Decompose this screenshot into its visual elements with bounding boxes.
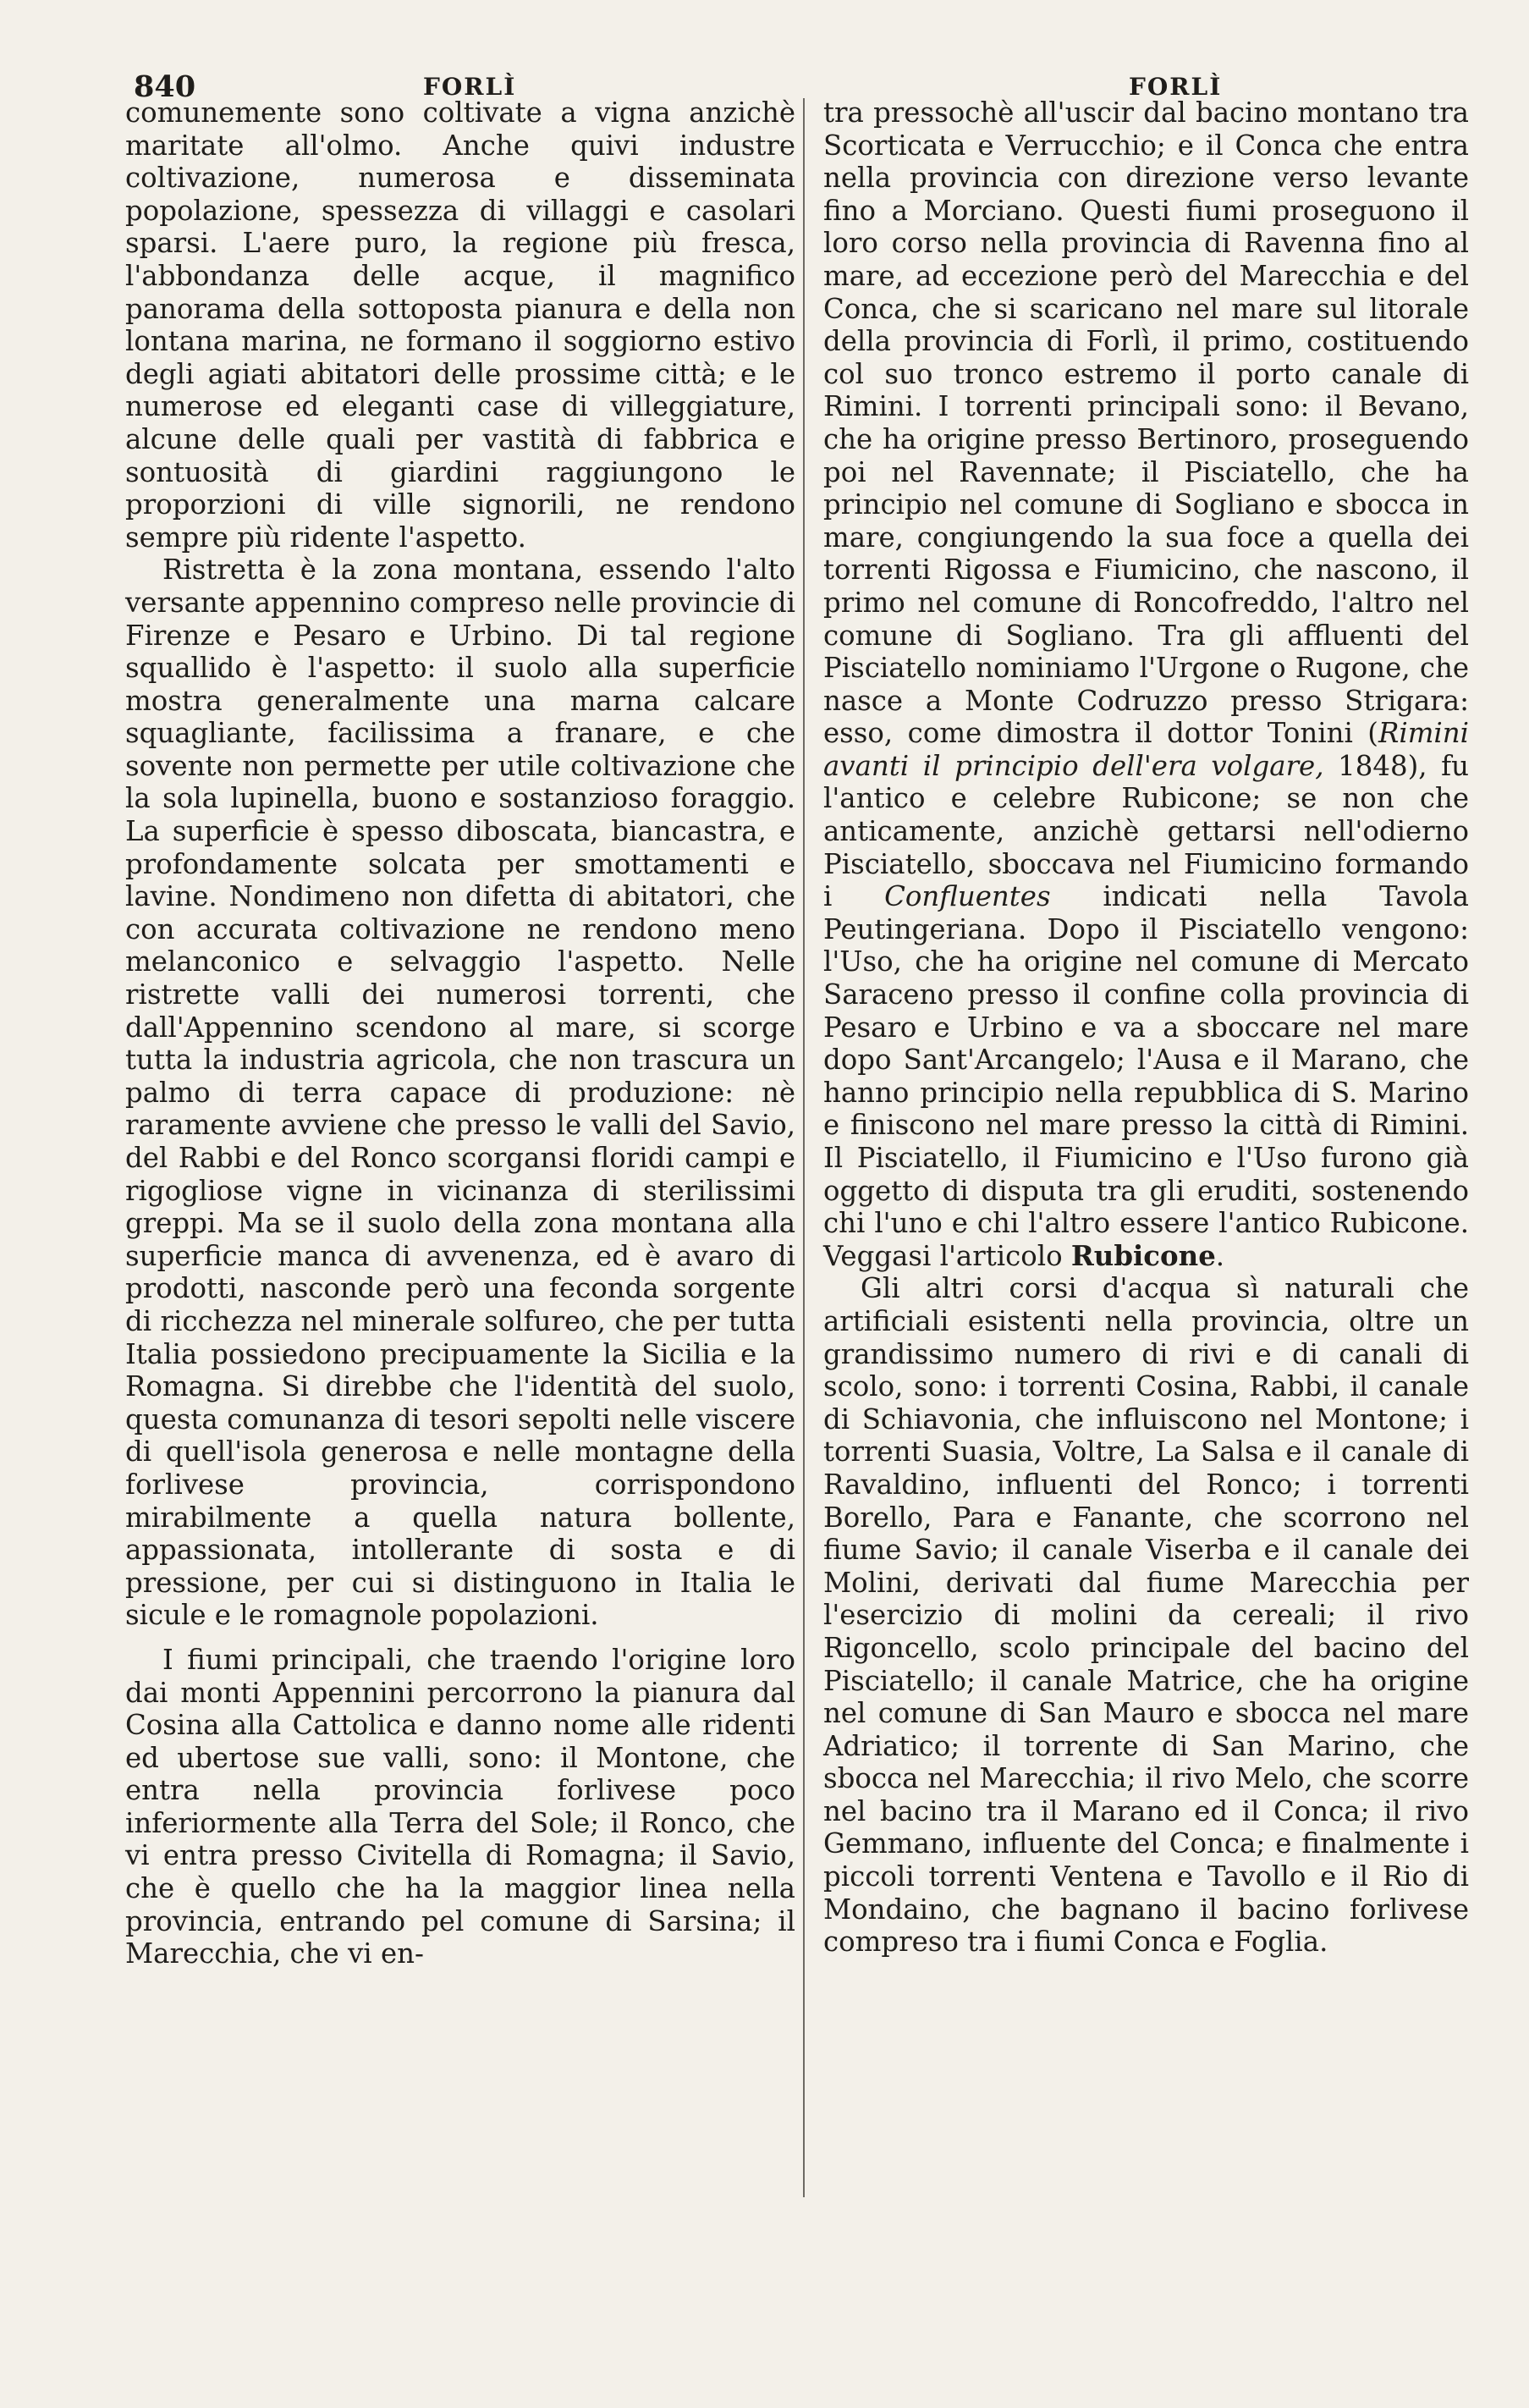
right-paragraph-1	[823, 96, 1469, 1272]
running-head-right: FORLÌ	[1129, 73, 1223, 101]
left-paragraph-3: I fiumi principali, che traendo l'origine loro dai monti Appennini percorrono la pianura dal Cosina alla Cattolica e danno nome alle ridenti ed ubertose sue valli, sono: il Montone, che entra nella provincia forlivese poco inferiormente alla Terra del Sole; il Ronco, che vi entra presso Civitella di Romagna; il Savio, che è quello che ha la maggior linea nella provincia, entrando pel comune di Sarsina; il Marecchia, che vi en-	[125, 1643, 795, 1970]
column-divider	[803, 98, 805, 2197]
running-head-left: FORLÌ	[423, 73, 517, 101]
citation-title: Rimini avanti il principio dell'era volgare,	[823, 717, 1469, 782]
right-p1-text-a: tra pressochè all'uscir dal bacino montano tra Scorticata e Verrucchio; e il Conca che entra nella provincia con direzione verso levante fino a Morciano. Questi fiumi proseguono il loro corso nella provincia di Ravenna fino al mare, ad eccezione però del Marecchia e del Conca, che si scaricano nel mare sul litorale della provincia di Forlì, il primo, costituendo col suo tronco estremo il porto canale di Rimini. I torrenti principali sono: il Bevano, che ha origine presso Bertinoro, proseguendo poi nel Ravennate; il Pisciatello, che ha principio nel comune di Sogliano e sbocca in mare, congiungendo la sua foce a quella dei torrenti Rigossa e Fiumicino, che nascono, il primo nel comune di Roncofreddo, l'altro nel comune di Sogliano. Tra gli affluenti del Pisciatello nominiamo l'Urgone o Rugone, che nasce a Monte Codruzzo presso Strigara: esso, come dimostra il dottor Tonini (	[823, 96, 1469, 750]
confluentes-term: Confluentes	[884, 880, 1051, 913]
left-paragraph-2: Ristretta è la zona montana, essendo l'alto versante appennino compreso nelle provincie di Firenze e Pesaro e Urbino. Di tal regione squallido è l'aspetto: il suolo alla superficie mostra generalmente una marna calcare squagliante, facilissima a franare, e che sovente non permette per utile coltivazione che la sola lupinella, buono e sostanzioso foraggio. La superficie è spesso diboscata, biancastra, e profondamente solcata per smottamenti e lavine. Nondimeno non difetta di abitatori, che con accurata coltivazione ne rendono meno melanconico e selvaggio l'aspetto. Nelle ristrette valli dei numerosi torrenti, che dall'Appennino scendono al mare, si scorge tutta la industria agricola, che non trascura un palmo di terra capace di produzione: nè raramente avviene che presso le valli del Savio, del Rabbi e del Ronco scorgansi floridi campi e rigogliose vigne in vicinanza di sterilissimi greppi. Ma se il suolo della zona montana alla superficie manca di avvenenza, ed è avaro di prodotti, nasconde però una feconda sorgente di ricchezza nel minerale solfureo, che per tutta Italia possiedono precipuamente la Sicilia e la Romagna. Si direbbe che l'identità del suolo, questa comunanza di tesori sepolti nelle viscere di quell'isola generosa e nelle montagne della forlivese provincia, corrispondono mirabilmente a quella natura bollente, appassionata, intollerante di sosta e di pressione, per cui si distinguono in Italia le sicule e le romagnole popolazioni.	[125, 554, 795, 1632]
left-column	[125, 96, 795, 1970]
page-number: 840	[134, 69, 196, 104]
right-column	[823, 96, 1469, 1959]
cross-reference-rubicone: Rubicone	[1070, 1239, 1216, 1272]
right-paragraph-2: Gli altri corsi d'acqua sì naturali che artificiali esistenti nella provincia, oltre un grandissimo numero di rivi e di canali di scolo, sono: i torrenti Cosina, Rabbi, il canale di Schiavonia, che influiscono nel Montone; i torrenti Suasia, Voltre, La Salsa e il canale di Ravaldino, influenti del Ronco; i torrenti Borello, Para e Fanante, che scorrono nel fiume Savio; il canale Viserba e il canale dei Molini, derivati dal fiume Marecchia per l'esercizio di molini da cereali; il rivo Rigoncello, scolo principale del bacino del Pisciatello; il canale Matrice, che ha origine nel comune di San Mauro e sbocca nel mare Adriatico; il torrente di San Marino, che sbocca nel Marecchia; il rivo Melo, che scorre nel bacino tra il Marano ed il Conca; il rivo Gemmano, influente del Conca; e finalmente i piccoli torrenti Ventena e Tavollo e il Rio di Mondaino, che bagnano il bacino forlivese compreso tra i fiumi Conca e Foglia.	[823, 1272, 1469, 1959]
left-paragraph-1: comunemente sono coltivate a vigna anzichè maritate all'olmo. Anche quivi industre coltivazione, numerosa e disseminata popolazione, spessezza di villaggi e casolari sparsi. L'aere puro, la regione più fresca, l'abbondanza delle acque, il magnifico panorama della sottoposta pianura e della non lontana marina, ne formano il soggiorno estivo degli agiati abitatori delle prossime città; e le numerose ed eleganti case di villeggiature, alcune delle quali per vastità di fabbrica e sontuosità di giardini raggiungono le proporzioni di ville signorili, ne rendono sempre più ridente l'aspetto.	[125, 96, 795, 554]
right-p1-text-b: 1848), fu l'antico e celebre Rubicone; se non che anticamente, anzichè gettarsi nell'odierno Pisciatello, sboccava nel Fiumicino formando i	[823, 749, 1469, 913]
right-p1-text-d: .	[1215, 1239, 1225, 1272]
right-p1-text-c: indicati nella Tavola Peutingeriana. Dopo il Pisciatello vengono: l'Uso, che ha origine nel comune di Mercato Saraceno presso il confine colla provincia di Pesaro e Urbino e va a sboccare nel mare dopo Sant'Arcangelo; l'Ausa e il Marano, che hanno principio nella repubblica di S. Marino e finiscono nel mare presso la città di Rimini. Il Pisciatello, il Fiumicino e l'Uso furono già oggetto di disputa tra gli eruditi, sostenendo chi l'uno e chi l'altro essere l'antico Rubicone. Veggasi l'articolo	[823, 880, 1469, 1272]
